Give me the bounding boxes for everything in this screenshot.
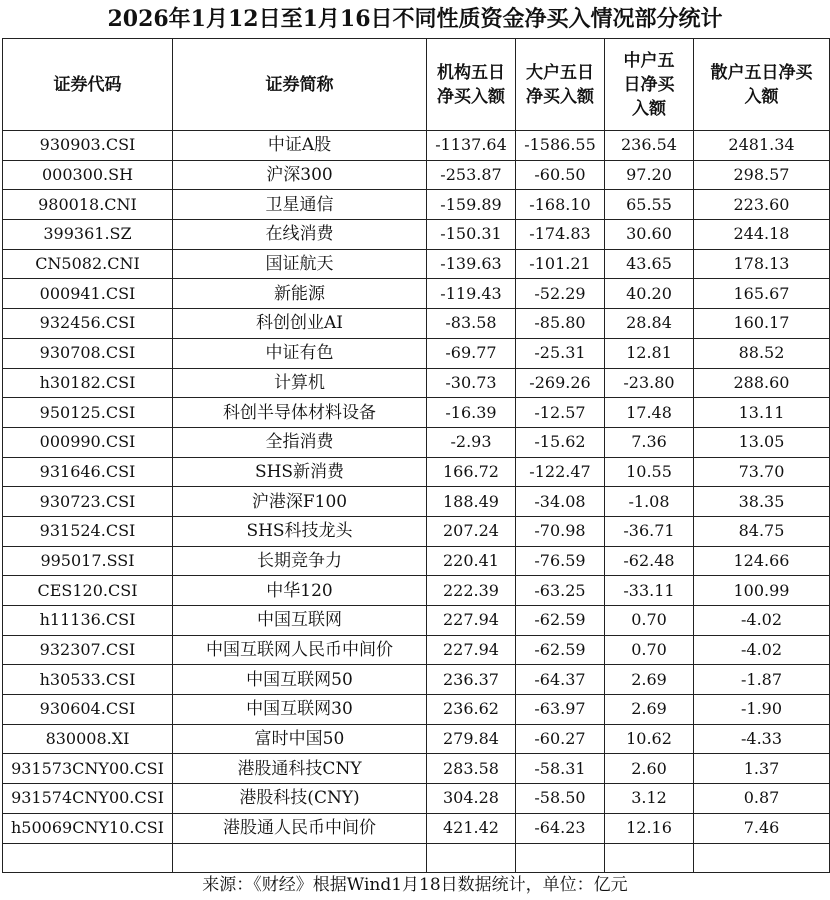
cell-retail: 100.99 [694, 576, 830, 606]
cell-medium: -62.48 [605, 546, 694, 576]
cell-medium: 10.55 [605, 457, 694, 487]
table-header [3, 39, 830, 131]
cell-retail: -1.87 [694, 665, 830, 695]
cell-code: 995017.SSI [3, 546, 173, 576]
cell-medium: 17.48 [605, 398, 694, 428]
cell-large: -62.59 [516, 635, 605, 665]
blank-cell [173, 843, 427, 873]
table-row [3, 487, 830, 517]
header-retail: 散户五日净买入额 [694, 39, 830, 131]
cell-medium: 0.70 [605, 606, 694, 636]
cell-name: 港股通人民币中间价 [173, 813, 427, 843]
cell-code: h30533.CSI [3, 665, 173, 695]
blank-cell [3, 843, 173, 873]
header-name: 证券简称 [173, 39, 427, 131]
cell-retail: -4.02 [694, 606, 830, 636]
cell-institution: 222.39 [427, 576, 516, 606]
cell-institution: -159.89 [427, 190, 516, 220]
cell-large: -15.62 [516, 427, 605, 457]
cell-institution: 188.49 [427, 487, 516, 517]
table-row [3, 338, 830, 368]
table-row [3, 309, 830, 339]
cell-institution: -253.87 [427, 160, 516, 190]
cell-name: 中华120 [173, 576, 427, 606]
cell-institution: -83.58 [427, 309, 516, 339]
cell-retail: 1.37 [694, 754, 830, 784]
cell-large: -58.50 [516, 784, 605, 814]
table-row [3, 190, 830, 220]
cell-retail: -4.33 [694, 724, 830, 754]
table-body [3, 131, 830, 873]
cell-institution: 304.28 [427, 784, 516, 814]
cell-name: 全指消费 [173, 427, 427, 457]
cell-large: -1586.55 [516, 131, 605, 161]
cell-code: 930903.CSI [3, 131, 173, 161]
cell-retail: 178.13 [694, 249, 830, 279]
table-row [3, 131, 830, 161]
table-row [3, 279, 830, 309]
cell-name: 港股通科技CNY [173, 754, 427, 784]
cell-name: 国证航天 [173, 249, 427, 279]
cell-code: 950125.CSI [3, 398, 173, 428]
table-row [3, 398, 830, 428]
cell-retail: 13.11 [694, 398, 830, 428]
cell-medium: 43.65 [605, 249, 694, 279]
cell-institution: -139.63 [427, 249, 516, 279]
cell-medium: 10.62 [605, 724, 694, 754]
table-title: 2026年1月12日至1月16日不同性质资金净买入情况部分统计 [107, 6, 723, 32]
blank-cell [427, 843, 516, 873]
cell-retail: 223.60 [694, 190, 830, 220]
cell-retail: 7.46 [694, 813, 830, 843]
cell-large: -174.83 [516, 220, 605, 250]
cell-institution: -1137.64 [427, 131, 516, 161]
table-row [3, 220, 830, 250]
cell-name: 沪深300 [173, 160, 427, 190]
cell-institution: 227.94 [427, 606, 516, 636]
cell-code: h11136.CSI [3, 606, 173, 636]
header-large: 大户五日净买入额 [516, 39, 605, 131]
cell-code: h30182.CSI [3, 368, 173, 398]
table-row [3, 368, 830, 398]
cell-medium: 2.60 [605, 754, 694, 784]
cell-code: 930708.CSI [3, 338, 173, 368]
cell-large: -168.10 [516, 190, 605, 220]
cell-institution: 207.24 [427, 516, 516, 546]
table-row [3, 249, 830, 279]
table-row [3, 813, 830, 843]
cell-institution: 236.37 [427, 665, 516, 695]
cell-large: -60.27 [516, 724, 605, 754]
cell-name: 中国互联网30 [173, 695, 427, 725]
cell-code: CES120.CSI [3, 576, 173, 606]
cell-medium: 12.81 [605, 338, 694, 368]
cell-code: 931574CNY00.CSI [3, 784, 173, 814]
cell-name: 在线消费 [173, 220, 427, 250]
cell-large: -60.50 [516, 160, 605, 190]
cell-medium: 30.60 [605, 220, 694, 250]
cell-code: 399361.SZ [3, 220, 173, 250]
cell-large: -12.57 [516, 398, 605, 428]
cell-retail: 165.67 [694, 279, 830, 309]
cell-institution: -119.43 [427, 279, 516, 309]
cell-name: 中国互联网人民币中间价 [173, 635, 427, 665]
table-row [3, 784, 830, 814]
cell-retail: 288.60 [694, 368, 830, 398]
blank-row [3, 843, 830, 873]
cell-code: h50069CNY10.CSI [3, 813, 173, 843]
cell-retail: 298.57 [694, 160, 830, 190]
cell-medium: -23.80 [605, 368, 694, 398]
cell-medium: 7.36 [605, 427, 694, 457]
table-row [3, 576, 830, 606]
cell-name: 长期竞争力 [173, 546, 427, 576]
cell-large: -122.47 [516, 457, 605, 487]
cell-medium: 3.12 [605, 784, 694, 814]
table-row [3, 427, 830, 457]
cell-institution: 227.94 [427, 635, 516, 665]
cell-code: 931646.CSI [3, 457, 173, 487]
cell-name: 科创半导体材料设备 [173, 398, 427, 428]
table-row [3, 665, 830, 695]
cell-retail: 73.70 [694, 457, 830, 487]
cell-code: 932307.CSI [3, 635, 173, 665]
cell-code: 000300.SH [3, 160, 173, 190]
cell-code: 930604.CSI [3, 695, 173, 725]
cell-code: CN5082.CNI [3, 249, 173, 279]
cell-medium: 65.55 [605, 190, 694, 220]
cell-retail: 38.35 [694, 487, 830, 517]
blank-cell [694, 843, 830, 873]
cell-retail: 13.05 [694, 427, 830, 457]
cell-code: 931573CNY00.CSI [3, 754, 173, 784]
cell-name: 港股科技(CNY) [173, 784, 427, 814]
cell-medium: -33.11 [605, 576, 694, 606]
blank-cell [516, 843, 605, 873]
blank-cell [605, 843, 694, 873]
cell-code: 930723.CSI [3, 487, 173, 517]
cell-large: -101.21 [516, 249, 605, 279]
cell-code: 980018.CNI [3, 190, 173, 220]
cell-medium: 12.16 [605, 813, 694, 843]
cell-large: -64.37 [516, 665, 605, 695]
table-row [3, 457, 830, 487]
table-row [3, 635, 830, 665]
cell-large: -269.26 [516, 368, 605, 398]
cell-medium: 40.20 [605, 279, 694, 309]
table-row [3, 695, 830, 725]
header-medium: 中户五日净买入额 [605, 39, 694, 131]
cell-institution: -150.31 [427, 220, 516, 250]
cell-code: 000941.CSI [3, 279, 173, 309]
cell-name: 中国互联网50 [173, 665, 427, 695]
cell-large: -64.23 [516, 813, 605, 843]
cell-large: -85.80 [516, 309, 605, 339]
cell-name: SHS科技龙头 [173, 516, 427, 546]
cell-retail: 2481.34 [694, 131, 830, 161]
cell-retail: -4.02 [694, 635, 830, 665]
cell-name: 中证A股 [173, 131, 427, 161]
cell-medium: -1.08 [605, 487, 694, 517]
cell-retail: 88.52 [694, 338, 830, 368]
source-note: 来源：《财经》根据Wind1月18日数据统计，单位：亿元 [202, 875, 628, 895]
cell-institution: -2.93 [427, 427, 516, 457]
cell-retail: 160.17 [694, 309, 830, 339]
cell-medium: 28.84 [605, 309, 694, 339]
table-row [3, 160, 830, 190]
cell-code: 000990.CSI [3, 427, 173, 457]
cell-name: 沪港深F100 [173, 487, 427, 517]
header-institution: 机构五日净买入额 [427, 39, 516, 131]
cell-institution: 236.62 [427, 695, 516, 725]
cell-large: -52.29 [516, 279, 605, 309]
table-row [3, 724, 830, 754]
cell-institution: -30.73 [427, 368, 516, 398]
cell-institution: 166.72 [427, 457, 516, 487]
cell-retail: 124.66 [694, 546, 830, 576]
table-row [3, 516, 830, 546]
cell-name: 富时中国50 [173, 724, 427, 754]
cell-large: -63.97 [516, 695, 605, 725]
cell-retail: 0.87 [694, 784, 830, 814]
cell-name: 新能源 [173, 279, 427, 309]
cell-name: 中国互联网 [173, 606, 427, 636]
cell-medium: -36.71 [605, 516, 694, 546]
cell-institution: 220.41 [427, 546, 516, 576]
cell-medium: 0.70 [605, 635, 694, 665]
cell-medium: 2.69 [605, 665, 694, 695]
cell-name: 中证有色 [173, 338, 427, 368]
cell-code: 932456.CSI [3, 309, 173, 339]
cell-medium: 236.54 [605, 131, 694, 161]
cell-large: -34.08 [516, 487, 605, 517]
cell-institution: 283.58 [427, 754, 516, 784]
cell-institution: 421.42 [427, 813, 516, 843]
cell-code: 830008.XI [3, 724, 173, 754]
table-row [3, 606, 830, 636]
cell-retail: 244.18 [694, 220, 830, 250]
cell-medium: 97.20 [605, 160, 694, 190]
cell-large: -62.59 [516, 606, 605, 636]
cell-name: SHS新消费 [173, 457, 427, 487]
table-row [3, 546, 830, 576]
cell-large: -25.31 [516, 338, 605, 368]
cell-institution: 279.84 [427, 724, 516, 754]
cell-retail: -1.90 [694, 695, 830, 725]
cell-medium: 2.69 [605, 695, 694, 725]
cell-large: -76.59 [516, 546, 605, 576]
cell-retail: 84.75 [694, 516, 830, 546]
header-code: 证券代码 [3, 39, 173, 131]
cell-large: -70.98 [516, 516, 605, 546]
cell-code: 931524.CSI [3, 516, 173, 546]
cell-name: 科创创业AI [173, 309, 427, 339]
cell-name: 卫星通信 [173, 190, 427, 220]
fund-flow-table [2, 38, 830, 873]
cell-large: -63.25 [516, 576, 605, 606]
cell-institution: -69.77 [427, 338, 516, 368]
cell-large: -58.31 [516, 754, 605, 784]
table-row [3, 754, 830, 784]
cell-institution: -16.39 [427, 398, 516, 428]
cell-name: 计算机 [173, 368, 427, 398]
header-row [3, 39, 830, 131]
